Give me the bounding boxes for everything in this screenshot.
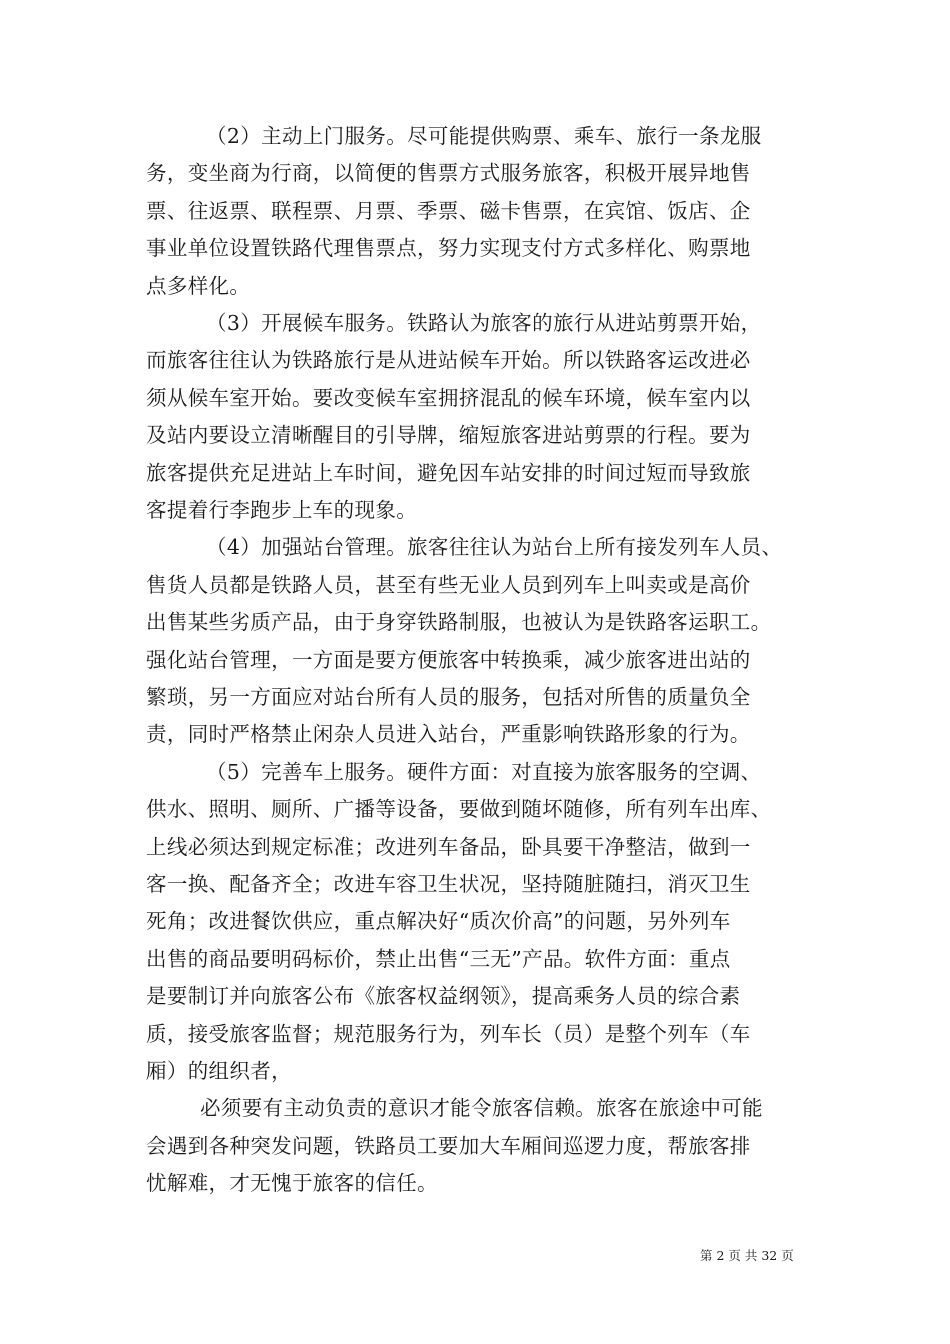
paragraph-5-line-5: 死角；改进餐饮供应，重点解决好“质次价高”的问题，另外列车	[146, 909, 731, 933]
paragraph-2-line-4: 事业单位设置铁路代理售票点，努力实现支付方式多样化、购票地	[146, 236, 751, 260]
paragraph-3-line-2: 而旅客往往认为铁路旅行是从进站候车开始。所以铁路客运改进必	[146, 348, 751, 372]
paragraph-3-line-1: （3）开展候车服务。铁路认为旅客的旅行从进站剪票开始，	[206, 311, 762, 335]
paragraph-6-line-2: 会遇到各种突发问题，铁路员工要加大车厢间巡逻力度，帮旅客排	[146, 1134, 751, 1158]
paragraph-5-line-6: 出售的商品要明码标价，禁止出售“三无”产品。软件方面：重点	[146, 947, 731, 971]
paragraph-2-line-2: 务，变坐商为行商，以简便的售票方式服务旅客，积极开展异地售	[146, 161, 751, 185]
paragraph-5-line-1: （5）完善车上服务。硬件方面：对直接为旅客服务的空调、	[206, 760, 762, 784]
paragraph-2-line-5: 点多样化。	[146, 274, 251, 298]
page-number-footer: 第 2 页 共 32 页	[700, 1248, 794, 1263]
paragraph-3-line-4: 及站内要设立清晰醒目的引导牌，缩短旅客进站剪票的行程。要为	[146, 423, 751, 447]
paragraph-4-line-2: 售货人员都是铁路人员，甚至有些无业人员到列车上叫卖或是高价	[146, 573, 751, 597]
paragraph-5-line-7: 是要制订并向旅客公布《旅客权益纲领》，提高乘务人员的综合素	[146, 984, 741, 1008]
paragraph-2-line-1: （2）主动上门服务。尽可能提供购票、乘车、旅行一条龙服	[206, 124, 762, 148]
paragraph-3-line-3: 须从候车室开始。要改变候车室拥挤混乱的候车环境，候车室内以	[146, 386, 751, 410]
paragraph-4-line-6: 责，同时严格禁止闲杂人员进入站台，严重影响铁路形象的行为。	[146, 722, 751, 746]
paragraph-5-line-4: 客一换、配备齐全；改进车容卫生状况，坚持随脏随扫，消灭卫生	[146, 872, 751, 896]
paragraph-5-line-3: 上线必须达到规定标准；改进列车备品，卧具要干净整洁，做到一	[146, 835, 751, 859]
paragraph-6-line-1: 必须要有主动负责的意识才能令旅客信赖。旅客在旅途中可能	[200, 1096, 763, 1120]
paragraph-4-line-1: （4）加强站台管理。旅客往往认为站台上所有接发列车人员、	[206, 535, 783, 559]
paragraph-3-line-6: 客提着行李跑步上车的现象。	[146, 498, 418, 522]
paragraph-4-line-5: 繁琐，另一方面应对站台所有人员的服务，包括对所售的质量负全	[146, 685, 751, 709]
paragraph-2-line-3: 票、往返票、联程票、月票、季票、磁卡售票，在宾馆、饭店、企	[146, 199, 751, 223]
paragraph-6-line-3: 忧解难，才无愧于旅客的信任。	[146, 1171, 438, 1195]
paragraph-3-line-5: 旅客提供充足进站上车时间，避免因车站安排的时间过短而导致旅	[146, 461, 751, 485]
paragraph-4-line-3: 出售某些劣质产品，由于身穿铁路制服，也被认为是铁路客运职工。	[146, 610, 772, 634]
paragraph-4-line-4: 强化站台管理，一方面是要方便旅客中转换乘，减少旅客进出站的	[146, 648, 751, 672]
paragraph-5-line-2: 供水、照明、厕所、广播等设备，要做到随坏随修，所有列车出库、	[146, 797, 772, 821]
paragraph-5-line-9: 厢）的组织者，	[146, 1059, 292, 1083]
paragraph-5-line-8: 质，接受旅客监督；规范服务行为，列车长（员）是整个列车（车	[146, 1022, 751, 1046]
